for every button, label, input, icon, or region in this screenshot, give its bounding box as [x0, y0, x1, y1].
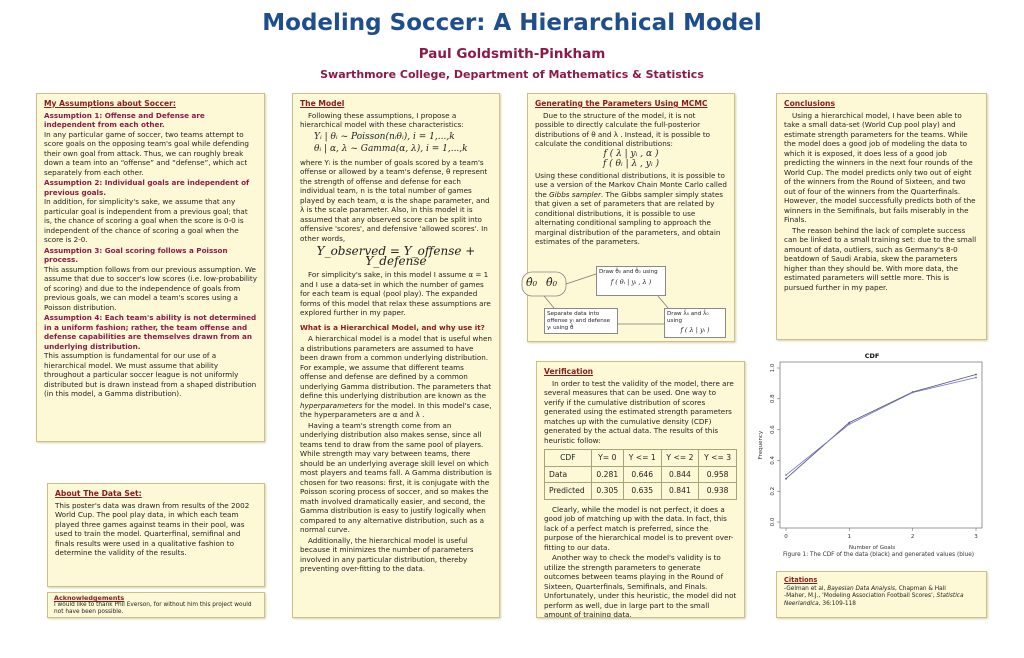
citation-2-journal: Statistica Neerlandica: [784, 593, 964, 607]
mcmc-p2a-text: Using these conditional distributions, it is possible to use a version of the Markov Chain Monte Carlo called the: [535, 170, 727, 199]
citation-1-publisher: , Chapman & Hall: [895, 586, 946, 593]
x-tick-label: 3: [974, 534, 978, 540]
model-intro: Following these assumptions, I propose a hierarchical model with these characteristics:: [300, 110, 464, 129]
assumption-1-title: Assumption 1: Offense and Defense are independent from each other.: [44, 110, 205, 129]
cdf-table: [544, 449, 737, 500]
assumption-3-title: Assumption 3: Goal scoring follows a Poisson process.: [44, 245, 228, 264]
acknowledgements-panel: [47, 592, 265, 618]
mcmc-p2b-text: . The Gibbs sampler simply states that given a set of parameters that are related by conditional distributions, it is possible to use alternating conditional sampling to approach the marginal distribution of the parameters, and obtain estimates of the parameters.: [535, 189, 724, 246]
model-equation-gamma: θᵢ | α, λ ~ Gamma(α, λ), i = 1,...,k: [314, 144, 468, 154]
table-cell: 0.958: [699, 466, 737, 483]
y-tick-label: 0.8: [770, 394, 776, 404]
table-cell: 0.844: [661, 466, 699, 483]
author-name: Paul Goldsmith-Pinkham: [418, 46, 606, 62]
plot-frame: [780, 362, 982, 528]
x-tick-label: 2: [910, 534, 915, 540]
x-tick-label: 1: [847, 534, 852, 540]
table-header-cell: Y <= 1: [623, 450, 661, 467]
assumptions-panel: [36, 93, 265, 442]
table-cell: 0.646: [623, 466, 661, 483]
gibbs-sampler-term: Gibbs sampler: [549, 189, 601, 199]
x-axis-label: Number of Goals: [848, 545, 896, 551]
dataset-text: This poster's data was drawn from results of the 2002 World Cup. The pool play data, in which each team played three games against teams in their pool, was used to train the model. Quarterfinal, semifinal and finals results were used in a qualitative fashion to determine the validity of the results.: [55, 500, 250, 557]
cdf-series-line-1: [786, 378, 976, 475]
cdf-point: [975, 377, 977, 379]
draw-lambda-equation: f ( λ | yᵢ ): [680, 326, 710, 334]
conclusions-paragraph-1: Using a hierarchical model, I have been able to take a small data-set (World Cup pool play) and estimate strength parameters for the teams. While the model does a good job of modeling the data to which it is exposed, it does less of a good job predicting the winners in the next four rounds of the World Cup. The model predicts only two out of eight of the winners from the Round of Sixteen, and two out of four of the winners from the Quarterfinals. However, the model successfully predicts both of the winners in the Semifinals, but fails miserably in the Finals.: [784, 110, 976, 224]
acknowledgements-heading: Acknowledgements: [54, 594, 125, 602]
verification-paragraph-2: Clearly, while the model is not perfect, it does a good job of matching up with the data. In fact, this lack of a perfect match is preferred, since the purpose of the hierarchical model is to prevent over-fitting to our data.: [544, 504, 734, 552]
citations-heading: Citations: [784, 576, 818, 584]
model-panel: [292, 93, 500, 618]
draw-theta-box: [596, 266, 666, 296]
mcmc-heading: Generating the Parameters Using MCMC: [535, 99, 708, 108]
mcmc-paragraph-1: Due to the structure of the model, it is not possible to directly calculate the full-posterior distributions of θ and λ . Instead, it is possible to calculate the conditional distributions:: [535, 110, 711, 148]
mcmc-paragraph-2: [535, 171, 727, 247]
table-row: [545, 483, 737, 500]
model-heading: The Model: [300, 99, 345, 108]
table-row: [545, 466, 737, 483]
y-tick-label: 0.2: [770, 486, 776, 496]
assumptions-heading: My Assumptions about Soccer:: [44, 99, 176, 108]
table-header-cell: CDF: [545, 450, 592, 467]
table-cell: 0.305: [591, 483, 623, 500]
cdf-point: [975, 374, 977, 376]
table-cell: Data: [545, 466, 592, 483]
mcmc-equation-theta: f ( θᵢ | λ , yᵢ ): [602, 159, 660, 169]
citation-2: [784, 593, 979, 607]
poster-title: Modeling Soccer: A Hierarchical Model: [262, 10, 762, 36]
hierarchical-p1b-text: for the model. In this model's case, the hyperparameters are α and λ .: [300, 400, 492, 419]
assumption-3-text: This assumption follows from our previous assumption. We assume that due to soccer's low scores (i.e. low-probability of scoring) and due to the independence of goals from previous goals, we can model a team's scores using a Poisson distribution.: [44, 264, 257, 312]
cdf-point: [785, 478, 787, 480]
model-equation-observed: Y_observed = Y_offense + Y_defense: [316, 244, 476, 268]
theta-offense-symbol: θ̂₀: [526, 276, 538, 289]
theta-defense-symbol: θ̂₀: [546, 276, 558, 289]
citation-2-author: -Maher, M.J., ‘Modeling Association Football Scores’,: [784, 593, 935, 600]
assumption-2-title: Assumption 2: Individual goals are independent of previous goals.: [44, 178, 250, 197]
affiliation: Swarthmore College, Department of Mathematics & Statistics: [320, 68, 704, 81]
table-header-row: [545, 450, 737, 467]
cdf-point: [848, 423, 850, 425]
conclusions-heading: Conclusions: [784, 99, 835, 108]
assumption-2-text: In addition, for simplicity's sake, we assume that any particular goal is independent from a previous goal; that is, the chance of scoring a goal when the score is 0-0 is independent of the chance of scoring a goal when the score is 2-0.: [44, 197, 248, 244]
x-tick-label: 0: [784, 534, 788, 540]
model-equation-poisson: Yᵢ | θᵢ ~ Poisson(nᵢθᵢ), i = 1,...,k: [314, 131, 455, 142]
gibbs-diagram: [508, 262, 738, 342]
draw-lambda-box: [664, 308, 726, 338]
draw-theta-equation: f ( θᵢ | yᵢ , λ ): [610, 278, 652, 286]
conclusions-panel: [776, 93, 987, 340]
verification-panel: [536, 361, 745, 618]
citations-panel: [776, 571, 987, 618]
y-tick-label: 1.0: [770, 363, 776, 373]
assumption-4-title: Assumption 4: Each team's ability is not determined in a uniform fashion; rather, the team offense and defense capabilities are themselves drawn from an underlying distribution.: [44, 313, 257, 351]
hierarchical-paragraph-2: Having a team's strength come from an underlying distribution also makes sense, since all teams tend to draw from the same pool of players. While strength may vary between teams, there should be an underlying average skill level on which most players and teams fall. A Gamma distribution is chosen for two reasons: first, it is conjugate with the Poisson scoring process of soccer, and so makes the math involved dramatically easier, and second, the Gamma distribution is easy to justify logically when compared to any alternative distribution, such as a normal curve.: [300, 420, 492, 534]
hierarchical-hyper-term: hyperparameters: [300, 400, 363, 410]
table-cell: 0.938: [699, 483, 737, 500]
figure-caption: Figure 1: The CDF of the data (black) and generated values (blue): [783, 552, 975, 558]
cdf-chart: [752, 350, 992, 565]
citation-1-author: -Gelman et al,: [784, 586, 826, 593]
y-tick-label: 0.4: [770, 456, 776, 465]
separate-data-box: Separate data into offense yᵢ and defense yᵢ using θ̂: [544, 308, 618, 334]
model-simplicity-text: For simplicity's sake, in this model I assume α = 1 and I use a data-set in which the number of games for each team is equal (pool play). The expanded forms of this model that relax these assumptions are explored further in my paper.: [300, 270, 491, 317]
verification-paragraph-3: Another way to check the model's validity is to utilize the strength parameters to generate outcomes between teams playing in the Round of Sixteen, Quarterfinals, Semifinals, and Finals. Unfortunately, under this heuristic, the model did not perform as well, due in large part to the small amount of training data.: [544, 553, 737, 618]
hierarchical-paragraph-3: Additionally, the hierarchical model is useful because it minimizes the number of parameters involved in any particular distribution, thereby preventing over-fitting to the data.: [300, 535, 474, 573]
verification-paragraph-1: In order to test the validity of the model, there are several measures that can be used. One way to verify if the cumulative distribution of scores generated using the estimated strength parameters matches up with the cumulative density (CDF) generated by the actual data. The results of this heuristic follow:: [544, 378, 734, 445]
cdf-point: [848, 422, 850, 424]
acknowledgements-text: I would like to thank Phil Everson, for without him this project would not have been possible.: [54, 602, 252, 615]
assumption-4-text: This assumption is fundamental for our use of a hierarchical model. We must assume that ability throughout a particular soccer league is not uniformly distributed but is drawn instead from a shaped distribution (in this model, a Gamma distribution).: [44, 351, 257, 398]
model-where-text: where Yᵢ is the number of goals scored by a team's offense or allowed by a team's defense, θ represent the strength of offense and defense for each individual team, n is the total number of games played by each team, α is the shape parameter, and λ is the scale parameter. Also, in this model it is assumed that any observed score can be split into offensive 'scores', and defensive 'allowed scores'. In other words,: [300, 157, 490, 243]
table-header-cell: Y <= 3: [699, 450, 737, 467]
draw-lambda-label: Draw λ̂₀ and λ̂₀ using: [667, 311, 709, 324]
hierarchical-p1-text: A hierarchical model is a model that is useful when a distributions parameters are assumed to have been drawn from a common underlying distribution. For example, we assume that different teams offense and defense are defined by a common underlying Gamma distribution. The parameters that define this underlying distribution are known as the: [300, 334, 492, 400]
hierarchical-paragraph-1: [300, 334, 492, 420]
citation-1: [784, 586, 979, 593]
table-header-cell: Y= 0: [591, 450, 623, 467]
table-cell: Predicted: [545, 483, 592, 500]
verification-heading: Verification: [544, 367, 594, 376]
conclusions-paragraph-2: The reason behind the lack of complete success can be linked to a small training set: due to the small amount of data, outliers, such as Germany's 8-0 beatdown of Saudi Arabia, skew the parameters higher than they should be. With more data, the estimated parameters will settle more. This is pursued further in my paper.: [784, 225, 977, 292]
citation-2-volume: , 36:109-118: [818, 600, 856, 607]
table-cell: 0.281: [591, 466, 623, 483]
y-axis-label: Frequency: [758, 430, 764, 460]
dataset-heading: About The Data Set:: [55, 489, 142, 498]
table-header-cell: Y <= 2: [661, 450, 699, 467]
table-cell: 0.635: [623, 483, 661, 500]
y-tick-label: 0.6: [770, 425, 776, 434]
citation-1-title: Bayesian Data Analysis: [827, 586, 896, 593]
cdf-point: [785, 474, 787, 476]
cdf-series-line-0: [786, 374, 976, 478]
draw-theta-label: Draw θ̂₀ and θ̂₀ using: [599, 269, 658, 275]
dataset-panel: [47, 483, 265, 587]
chart-title: CDF: [864, 352, 880, 360]
table-cell: 0.841: [661, 483, 699, 500]
cdf-point: [912, 392, 914, 394]
assumption-1-text: In any particular game of soccer, two teams attempt to score goals on the opposing team's goal while defending their own goal from attack. Thus, we can roughly break down a team into an “offense” and “defense”, which act separately from each other.: [44, 129, 249, 177]
mcmc-equation-lambda: f ( λ | yᵢ , α ): [603, 148, 659, 159]
hierarchical-heading: What is a Hierarchical Model, and why use it?: [300, 322, 485, 332]
y-tick-label: 0.0: [770, 517, 776, 527]
